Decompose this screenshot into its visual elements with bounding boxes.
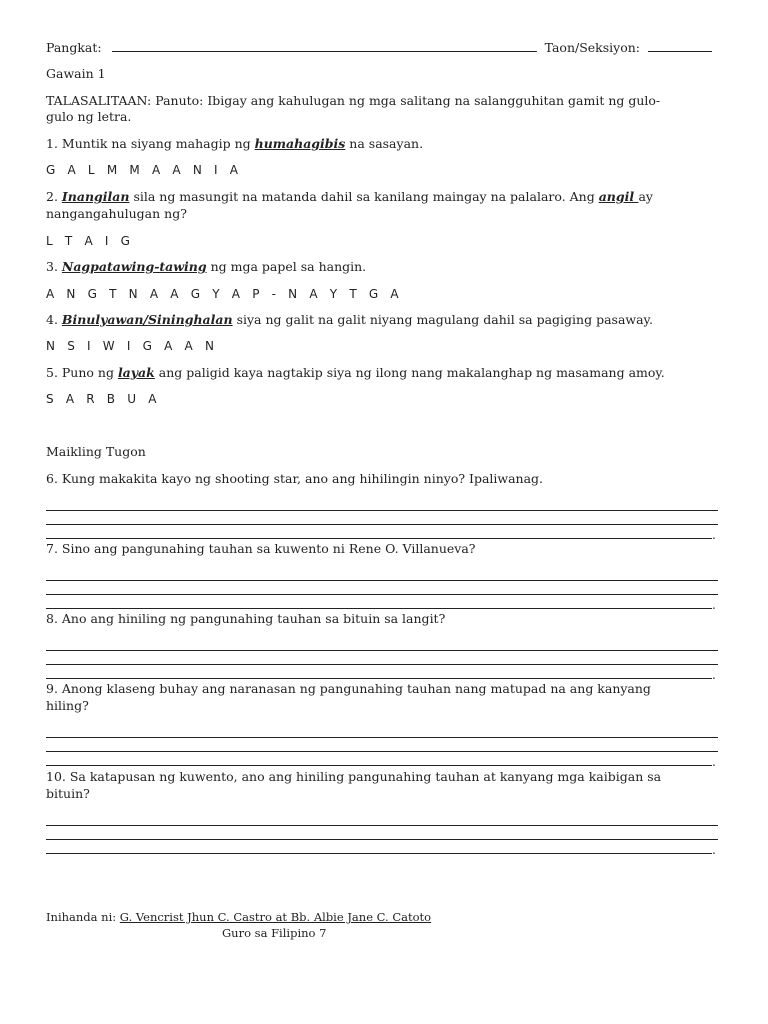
answer-line[interactable]: [46, 650, 718, 651]
header-row: [46, 40, 712, 56]
key-word: angil: [598, 189, 639, 204]
answer-line[interactable]: [46, 664, 718, 665]
line-end-mark: .: [712, 843, 716, 857]
key-word: Inangilan: [61, 189, 130, 204]
answer-line[interactable]: [46, 538, 712, 539]
authors: G. Vencrist Jhun C. Castro at Bb. Albie Jane C. Catoto: [119, 910, 432, 924]
scramble-3: A N G T N A A G Y A P - N A Y T G A: [46, 287, 403, 301]
question-7: 7. Sino ang pangunahing tauhan sa kuwento ni Rene O. Villanueva?: [46, 541, 476, 556]
answer-line[interactable]: [46, 678, 712, 679]
line-end-mark: .: [712, 598, 716, 612]
item-text: 3.: [46, 259, 62, 274]
answer-line[interactable]: [46, 853, 712, 854]
question-9-line-2: hiling?: [46, 698, 89, 713]
vocab-item-2: [46, 189, 653, 205]
item-text: ng mga papel sa hangin.: [206, 259, 367, 274]
item-text: sila ng masungit na matanda dahil sa kanilang maingay na palalaro. Ang: [129, 189, 599, 204]
question-8: 8. Ano ang hiniling ng pangunahing tauhan sa bituin sa langit?: [46, 611, 446, 626]
scramble-5: S A R B U A: [46, 392, 161, 406]
answer-line[interactable]: [46, 524, 718, 525]
short-answer-title: Maikling Tugon: [46, 444, 146, 459]
prepared-by: [46, 909, 431, 925]
scramble-4: N S I W I G A A N: [46, 339, 219, 353]
item-text: 2.: [46, 189, 62, 204]
year-section-field[interactable]: [648, 40, 712, 52]
key-word: Nagpatawing-tawing: [61, 259, 207, 274]
vocab-instruction-line-1: TALASALITAAN: Panuto: Ibigay ang kahulugan ng mga salitang na salangguhitan gamit ng gulo-: [46, 93, 661, 108]
teacher-role: Guro sa Filipino 7: [222, 926, 327, 940]
vocab-item-3: [46, 259, 366, 275]
question-10-line-1: 10. Sa katapusan ng kuwento, ano ang hiniling pangunahing tauhan at kanyang mga kaibigan sa: [46, 769, 662, 784]
answer-line[interactable]: [46, 737, 718, 738]
year-section-label: Taon/Seksiyon:: [544, 40, 640, 55]
item-text: 1. Muntik na siyang mahagip ng: [46, 136, 255, 151]
vocab-item-2-line-2: nangangahulugan ng?: [46, 206, 187, 221]
answer-line[interactable]: [46, 765, 712, 766]
vocab-instruction-line-2: gulo ng letra.: [46, 109, 132, 124]
item-text: ay: [638, 189, 653, 204]
line-end-mark: .: [712, 668, 716, 682]
item-text: 5. Puno ng: [46, 365, 118, 380]
scramble-1: G A L M M A A N I A: [46, 163, 243, 177]
vocab-item-1: [46, 136, 423, 152]
answer-line[interactable]: [46, 839, 718, 840]
item-text: na sasayan.: [345, 136, 424, 151]
vocab-item-4: [46, 312, 653, 328]
answer-line[interactable]: [46, 594, 718, 595]
vocab-item-5: [46, 365, 665, 381]
group-field[interactable]: [112, 40, 537, 52]
key-word: Binulyawan/Sininghalan: [61, 312, 233, 327]
line-end-mark: .: [712, 528, 716, 542]
item-text: ang paligid kaya nagtakip siya ng ilong nang makalanghap ng masamang amoy.: [154, 365, 665, 380]
item-text: 4.: [46, 312, 62, 327]
line-end-mark: .: [712, 755, 716, 769]
question-10-line-2: bituin?: [46, 786, 90, 801]
item-text: siya ng galit na galit niyang magulang dahil sa pagiging pasaway.: [232, 312, 653, 327]
question-6: 6. Kung makakita kayo ng shooting star, ano ang hihilingin ninyo? Ipaliwanag.: [46, 471, 544, 486]
answer-line[interactable]: [46, 751, 718, 752]
activity-title: Gawain 1: [46, 66, 106, 81]
key-word: layak: [117, 365, 155, 380]
answer-line[interactable]: [46, 825, 718, 826]
answer-line[interactable]: [46, 580, 718, 581]
prepared-label: Inihanda ni:: [46, 910, 117, 924]
key-word: humahagibis: [254, 136, 346, 151]
scramble-2: L T A I G: [46, 234, 135, 248]
question-9-line-1: 9. Anong klaseng buhay ang naranasan ng pangunahing tauhan nang matupad na ang kanyang: [46, 681, 651, 696]
answer-line[interactable]: [46, 608, 712, 609]
answer-line[interactable]: [46, 510, 718, 511]
group-label: Pangkat:: [46, 40, 102, 55]
